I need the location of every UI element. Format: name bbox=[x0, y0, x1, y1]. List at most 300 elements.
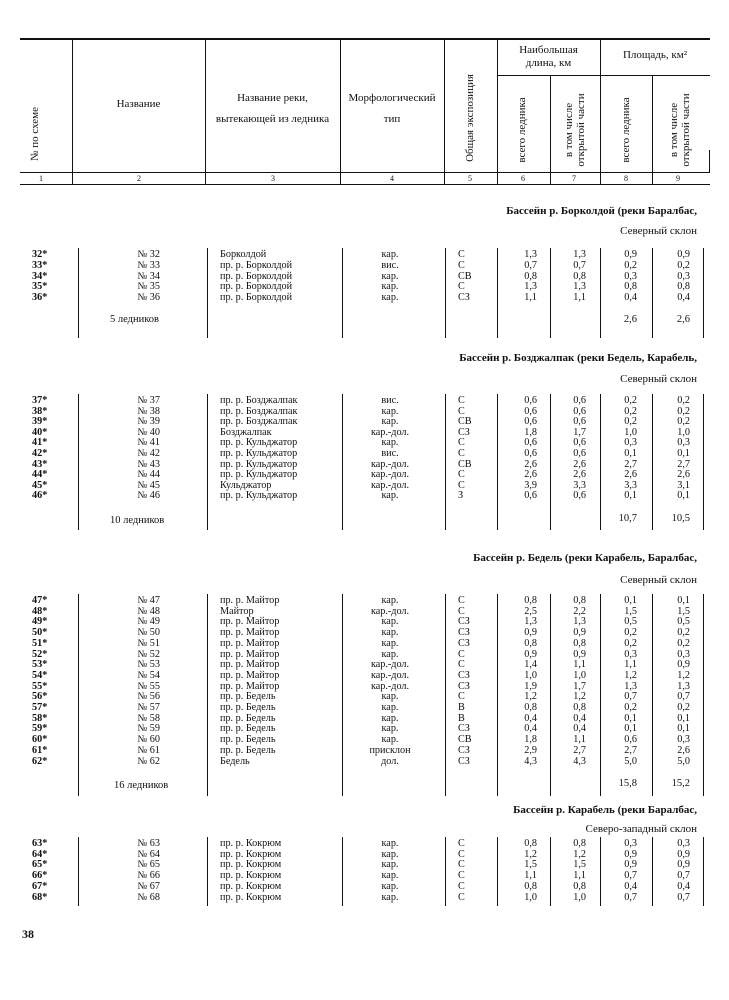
row-scheme-number: 56* bbox=[32, 691, 48, 703]
row-scheme-number: 57* bbox=[32, 702, 48, 713]
row-scheme-number: 61* bbox=[32, 744, 48, 756]
length-total: 2,9 bbox=[524, 744, 537, 756]
table-row bbox=[0, 428, 729, 439]
river-name: Бедель bbox=[220, 755, 250, 767]
exposure: С bbox=[458, 469, 465, 481]
header-divider bbox=[444, 38, 445, 184]
area-open: 0,3 bbox=[677, 734, 690, 746]
length-total: 1,3 bbox=[524, 281, 537, 293]
row-scheme-number: 65* bbox=[32, 859, 48, 871]
length-total: 0,6 bbox=[524, 416, 537, 428]
length-group-header: Наибольшая длина, км bbox=[519, 44, 578, 69]
row-scheme-number: 33* bbox=[32, 259, 48, 271]
exposure: СВ bbox=[458, 734, 472, 746]
section-slope: Северо-западный склон bbox=[585, 823, 697, 835]
column-rule bbox=[342, 248, 343, 338]
area-open: 0,2 bbox=[677, 405, 690, 417]
summary-area-open: 2,6 bbox=[676, 314, 690, 325]
length-total: 0,9 bbox=[524, 648, 537, 660]
glacier-name: № 37 bbox=[137, 395, 160, 406]
area-group-header: Площадь, км² bbox=[622, 49, 687, 61]
length-total: 0,8 bbox=[524, 702, 537, 713]
section-summary-label: 10 ледников bbox=[110, 515, 165, 526]
glacier-name: № 43 bbox=[137, 458, 160, 470]
length-open: 1,0 bbox=[573, 669, 586, 681]
glacier-name: № 68 bbox=[137, 891, 160, 903]
area-total: 3,3 bbox=[624, 479, 637, 491]
table-row bbox=[0, 860, 729, 871]
morph-type: кар. bbox=[381, 405, 399, 417]
morph-type: вис. bbox=[381, 395, 399, 406]
area-total: 1,5 bbox=[624, 605, 637, 617]
col-number: 8 bbox=[624, 174, 628, 183]
area-total: 1,3 bbox=[624, 680, 637, 692]
area-open: 0,7 bbox=[677, 870, 690, 882]
table-row bbox=[0, 407, 729, 418]
morph-type: кар. bbox=[381, 712, 399, 724]
column-rule bbox=[652, 394, 653, 530]
column-rule bbox=[207, 394, 208, 530]
column-rule bbox=[78, 837, 79, 906]
area-total: 1,2 bbox=[624, 669, 637, 681]
area-open: 0,1 bbox=[677, 448, 690, 459]
length-open: 0,6 bbox=[573, 490, 586, 502]
area-total: 0,4 bbox=[624, 292, 637, 304]
river-name: пр. р. Бедель bbox=[220, 712, 276, 724]
area-total: 2,6 bbox=[624, 469, 637, 481]
table-row bbox=[0, 639, 729, 650]
row-scheme-number: 53* bbox=[32, 659, 48, 671]
column-rule bbox=[497, 594, 498, 796]
river-name: пр. р. Кульджатор bbox=[220, 490, 298, 502]
table-row bbox=[0, 850, 729, 861]
glacier-name: № 54 bbox=[137, 669, 160, 681]
exposure: С bbox=[458, 437, 465, 449]
length-total: 1,2 bbox=[524, 848, 537, 860]
glacier-name: № 47 bbox=[137, 595, 160, 606]
col-len-open-header: в том числе открытой части bbox=[563, 93, 587, 167]
morph-type: кар.-дол. bbox=[370, 680, 410, 692]
column-rule bbox=[207, 594, 208, 796]
row-scheme-number: 60* bbox=[32, 734, 48, 746]
table-row bbox=[0, 682, 729, 693]
exposure: С bbox=[458, 838, 465, 849]
area-open: 0,9 bbox=[677, 848, 690, 860]
length-total: 0,9 bbox=[524, 627, 537, 639]
area-open: 2,6 bbox=[677, 744, 690, 756]
river-name: пр. р. Кокрюм bbox=[220, 880, 282, 892]
column-rule bbox=[78, 394, 79, 530]
area-total: 0,7 bbox=[624, 891, 637, 903]
area-total: 0,7 bbox=[624, 691, 637, 703]
area-total: 2,7 bbox=[624, 744, 637, 756]
exposure: С bbox=[458, 395, 465, 406]
morph-type: кар. bbox=[381, 734, 399, 746]
area-total: 5,0 bbox=[624, 755, 637, 767]
morph-type: кар. bbox=[381, 627, 399, 639]
header-divider bbox=[652, 75, 653, 184]
river-name: пр. р. Борколдой bbox=[220, 259, 293, 271]
area-total: 0,1 bbox=[624, 448, 637, 459]
river-name: Борколдой bbox=[220, 249, 267, 260]
exposure: СЗ bbox=[458, 669, 470, 681]
morph-type: кар. bbox=[381, 637, 399, 649]
length-total: 1,4 bbox=[524, 659, 537, 671]
header-divider bbox=[550, 75, 551, 184]
exposure: СЗ bbox=[458, 744, 470, 756]
length-total: 0,8 bbox=[524, 595, 537, 606]
row-scheme-number: 44* bbox=[32, 469, 48, 481]
row-scheme-number: 50* bbox=[32, 627, 48, 639]
morph-type: кар. bbox=[381, 891, 399, 903]
column-rule bbox=[497, 248, 498, 338]
section-summary-label: 16 ледников bbox=[114, 780, 169, 791]
morph-type: кар.-дол. bbox=[370, 669, 410, 681]
river-name: пр. р. Майтор bbox=[220, 648, 280, 660]
group-underline-area bbox=[600, 75, 710, 76]
length-total: 0,8 bbox=[524, 838, 537, 849]
glacier-name: № 52 bbox=[137, 648, 160, 660]
river-name: пр. р. Бозджалпак bbox=[220, 405, 298, 417]
morph-type: кар. bbox=[381, 723, 399, 735]
col-number: 1 bbox=[39, 174, 43, 183]
length-open: 0,7 bbox=[573, 259, 586, 271]
glacier-name: № 58 bbox=[137, 712, 160, 724]
length-open: 0,9 bbox=[573, 648, 586, 660]
column-rule bbox=[600, 248, 601, 338]
area-open: 0,3 bbox=[677, 648, 690, 660]
length-open: 0,4 bbox=[573, 723, 586, 735]
exposure: С bbox=[458, 479, 465, 491]
row-scheme-number: 43* bbox=[32, 458, 48, 470]
row-scheme-number: 36* bbox=[32, 292, 48, 304]
river-name: пр. р. Бедель bbox=[220, 744, 276, 756]
length-total: 1,8 bbox=[524, 734, 537, 746]
length-open: 4,3 bbox=[573, 755, 586, 767]
glacier-name: № 44 bbox=[137, 469, 160, 481]
column-rule bbox=[78, 594, 79, 796]
row-scheme-number: 40* bbox=[32, 426, 48, 438]
river-name: пр. р. Майтор bbox=[220, 680, 280, 692]
table-row bbox=[0, 293, 729, 304]
exposure: СЗ bbox=[458, 680, 470, 692]
table-row bbox=[0, 628, 729, 639]
exposure: С bbox=[458, 281, 465, 293]
column-rule bbox=[550, 248, 551, 338]
exposure: СВ bbox=[458, 458, 472, 470]
length-open: 1,2 bbox=[573, 848, 586, 860]
col-number: 9 bbox=[676, 174, 680, 183]
column-rule bbox=[550, 594, 551, 796]
river-name: пр. р. Майтор bbox=[220, 659, 280, 671]
river-name: пр. р. Борколдой bbox=[220, 281, 293, 293]
morph-type: кар. bbox=[381, 281, 399, 293]
area-total: 0,9 bbox=[624, 848, 637, 860]
column-rule bbox=[652, 594, 653, 796]
length-total: 0,8 bbox=[524, 270, 537, 282]
exposure: С bbox=[458, 405, 465, 417]
river-name: Майтор bbox=[220, 605, 254, 617]
morph-type: кар.-дол. bbox=[370, 659, 410, 671]
length-total: 1,3 bbox=[524, 616, 537, 628]
column-rule bbox=[703, 837, 704, 906]
length-total: 0,6 bbox=[524, 490, 537, 502]
table-row bbox=[0, 607, 729, 618]
exposure: С bbox=[458, 448, 465, 459]
column-rule bbox=[600, 837, 601, 906]
table-row bbox=[0, 757, 729, 768]
area-total: 0,2 bbox=[624, 627, 637, 639]
morph-type: кар. bbox=[381, 880, 399, 892]
river-name: пр. р. Кокрюм bbox=[220, 838, 282, 849]
table-row bbox=[0, 660, 729, 671]
row-scheme-number: 46* bbox=[32, 490, 48, 502]
column-rule bbox=[445, 837, 446, 906]
morph-type: кар. bbox=[381, 648, 399, 660]
summary-area-total: 15,8 bbox=[618, 778, 637, 789]
length-open: 1,1 bbox=[573, 292, 586, 304]
morph-type: дол. bbox=[381, 755, 399, 767]
col-number: 5 bbox=[468, 174, 472, 183]
glacier-name: № 60 bbox=[137, 734, 160, 746]
row-scheme-number: 37* bbox=[32, 395, 48, 406]
exposure: С bbox=[458, 891, 465, 903]
area-total: 0,4 bbox=[624, 880, 637, 892]
area-open: 0,1 bbox=[677, 490, 690, 502]
area-open: 0,9 bbox=[677, 859, 690, 871]
area-open: 0,9 bbox=[677, 249, 690, 260]
length-open: 0,6 bbox=[573, 437, 586, 449]
glacier-name: № 56 bbox=[137, 691, 160, 703]
area-open: 2,7 bbox=[677, 458, 690, 470]
group-underline-length bbox=[497, 75, 600, 76]
glacier-name: № 67 bbox=[137, 880, 160, 892]
morph-type: кар. bbox=[381, 859, 399, 871]
area-open: 0,8 bbox=[677, 281, 690, 293]
table-row bbox=[0, 671, 729, 682]
table-row bbox=[0, 703, 729, 714]
row-scheme-number: 64* bbox=[32, 848, 48, 860]
exposure: С bbox=[458, 648, 465, 660]
length-open: 0,8 bbox=[573, 270, 586, 282]
area-total: 0,5 bbox=[624, 616, 637, 628]
exposure: В bbox=[458, 702, 465, 713]
section-slope: Северный склон bbox=[620, 574, 697, 586]
area-total: 0,2 bbox=[624, 259, 637, 271]
area-open: 0,2 bbox=[677, 395, 690, 406]
river-name: пр. р. Кульджатор bbox=[220, 469, 298, 481]
col-number: 4 bbox=[390, 174, 394, 183]
area-total: 1,1 bbox=[624, 659, 637, 671]
glacier-name: № 42 bbox=[137, 448, 160, 459]
area-total: 0,2 bbox=[624, 416, 637, 428]
river-name: пр. р. Майтор bbox=[220, 627, 280, 639]
area-open: 1,5 bbox=[677, 605, 690, 617]
column-rule bbox=[78, 248, 79, 338]
morph-type: кар. bbox=[381, 292, 399, 304]
table-row bbox=[0, 282, 729, 293]
river-name: пр. р. Бозджалпак bbox=[220, 416, 298, 428]
row-scheme-number: 42* bbox=[32, 448, 48, 459]
header-top-rule bbox=[20, 38, 710, 40]
morph-type: кар. bbox=[381, 437, 399, 449]
exposure: СЗ bbox=[458, 616, 470, 628]
glacier-name: № 46 bbox=[137, 490, 160, 502]
exposure: СВ bbox=[458, 270, 472, 282]
summary-area-total: 10,7 bbox=[618, 513, 637, 524]
length-total: 0,4 bbox=[524, 723, 537, 735]
table-row bbox=[0, 893, 729, 904]
exposure: З bbox=[458, 490, 464, 502]
area-open: 0,7 bbox=[677, 691, 690, 703]
area-total: 0,7 bbox=[624, 870, 637, 882]
length-total: 0,8 bbox=[524, 637, 537, 649]
row-scheme-number: 51* bbox=[32, 637, 48, 649]
area-total: 0,3 bbox=[624, 437, 637, 449]
column-rule bbox=[497, 837, 498, 906]
length-total: 2,5 bbox=[524, 605, 537, 617]
area-open: 0,2 bbox=[677, 702, 690, 713]
col-morph-header: Морфологический тип bbox=[348, 92, 436, 125]
morph-type: кар. bbox=[381, 416, 399, 428]
glacier-name: № 35 bbox=[137, 281, 160, 293]
length-open: 1,7 bbox=[573, 426, 586, 438]
section-title: Бассейн р. Бозджалпак (реки Бедель, Карабель, bbox=[459, 352, 697, 364]
area-open: 0,2 bbox=[677, 416, 690, 428]
morph-type: кар. bbox=[381, 595, 399, 606]
area-total: 0,1 bbox=[624, 595, 637, 606]
glacier-name: № 33 bbox=[137, 259, 160, 271]
river-name: пр. р. Бедель bbox=[220, 702, 276, 713]
area-total: 0,3 bbox=[624, 270, 637, 282]
glacier-name: № 36 bbox=[137, 292, 160, 304]
length-total: 0,6 bbox=[524, 437, 537, 449]
glacier-name: № 34 bbox=[137, 270, 160, 282]
length-open: 0,6 bbox=[573, 416, 586, 428]
morph-type: кар. bbox=[381, 838, 399, 849]
river-name: пр. р. Кульджатор bbox=[220, 448, 298, 459]
row-scheme-number: 66* bbox=[32, 870, 48, 882]
column-rule bbox=[600, 594, 601, 796]
length-open: 0,9 bbox=[573, 627, 586, 639]
glacier-name: № 59 bbox=[137, 723, 160, 735]
column-rule bbox=[207, 837, 208, 906]
header-right-mark bbox=[709, 150, 710, 172]
morph-type: кар.-дол. bbox=[370, 458, 410, 470]
length-open: 1,1 bbox=[573, 659, 586, 671]
column-rule bbox=[445, 248, 446, 338]
exposure: С bbox=[458, 691, 465, 703]
length-open: 1,1 bbox=[573, 870, 586, 882]
river-name: пр. р. Борколдой bbox=[220, 270, 293, 282]
col-number: 7 bbox=[572, 174, 576, 183]
river-name: пр. р. Бозджалпак bbox=[220, 395, 298, 406]
column-rule bbox=[600, 394, 601, 530]
morph-type: вис. bbox=[381, 259, 399, 271]
area-open: 0,1 bbox=[677, 712, 690, 724]
area-total: 0,1 bbox=[624, 723, 637, 735]
glacier-name: № 57 bbox=[137, 702, 160, 713]
river-name: пр. р. Майтор bbox=[220, 637, 280, 649]
column-rule bbox=[342, 394, 343, 530]
glacier-name: № 41 bbox=[137, 437, 160, 449]
area-open: 0,4 bbox=[677, 880, 690, 892]
column-rule bbox=[703, 594, 704, 796]
area-total: 0,3 bbox=[624, 838, 637, 849]
column-rule bbox=[342, 594, 343, 796]
length-total: 1,8 bbox=[524, 426, 537, 438]
length-total: 2,6 bbox=[524, 458, 537, 470]
exposure: СЗ bbox=[458, 426, 470, 438]
row-scheme-number: 54* bbox=[32, 669, 48, 681]
morph-type: кар. bbox=[381, 616, 399, 628]
glacier-name: № 45 bbox=[137, 479, 160, 491]
glacier-name: № 62 bbox=[137, 755, 160, 767]
area-open: 3,1 bbox=[677, 479, 690, 491]
exposure: С bbox=[458, 848, 465, 860]
table-row bbox=[0, 396, 729, 407]
area-open: 0,1 bbox=[677, 723, 690, 735]
river-name: пр. р. Бедель bbox=[220, 734, 276, 746]
area-open: 0,2 bbox=[677, 259, 690, 271]
col-name-header: Название bbox=[116, 98, 161, 110]
length-open: 2,7 bbox=[573, 744, 586, 756]
river-name: пр. р. Майтор bbox=[220, 616, 280, 628]
table-row bbox=[0, 272, 729, 283]
area-open: 1,2 bbox=[677, 669, 690, 681]
column-rule bbox=[342, 837, 343, 906]
river-name: пр. р. Кокрюм bbox=[220, 870, 282, 882]
morph-type: кар. bbox=[381, 270, 399, 282]
summary-area-open: 10,5 bbox=[671, 513, 690, 524]
glacier-name: № 65 bbox=[137, 859, 160, 871]
exposure: СЗ bbox=[458, 627, 470, 639]
length-open: 1,5 bbox=[573, 859, 586, 871]
summary-area-total: 2,6 bbox=[623, 314, 637, 325]
area-open: 0,7 bbox=[677, 891, 690, 903]
river-name: Бозджалпак bbox=[220, 426, 272, 438]
table-row bbox=[0, 417, 729, 428]
section-title: Бассейн р. Карабель (реки Баралбас, bbox=[513, 804, 697, 816]
morph-type: кар. bbox=[381, 870, 399, 882]
glacier-name: № 50 bbox=[137, 627, 160, 639]
length-open: 0,6 bbox=[573, 405, 586, 417]
morph-type: вис. bbox=[381, 448, 399, 459]
length-total: 0,8 bbox=[524, 880, 537, 892]
row-scheme-number: 32* bbox=[32, 249, 48, 260]
river-name: пр. р. Майтор bbox=[220, 669, 280, 681]
glacier-name: № 40 bbox=[137, 426, 160, 438]
length-open: 0,8 bbox=[573, 637, 586, 649]
exposure: С bbox=[458, 880, 465, 892]
glacier-name: № 53 bbox=[137, 659, 160, 671]
col-area-open-header: в том числе открытой части bbox=[668, 93, 692, 167]
river-name: пр. р. Кокрюм bbox=[220, 891, 282, 903]
column-rule bbox=[550, 394, 551, 530]
area-total: 0,9 bbox=[624, 859, 637, 871]
exposure: С bbox=[458, 659, 465, 671]
row-scheme-number: 39* bbox=[32, 416, 48, 428]
row-scheme-number: 41* bbox=[32, 437, 48, 449]
row-scheme-number: 47* bbox=[32, 595, 48, 606]
column-rule bbox=[497, 394, 498, 530]
morph-type: присклон bbox=[369, 744, 411, 756]
page-number: 38 bbox=[22, 927, 34, 941]
col-number: 2 bbox=[137, 174, 141, 183]
table-row bbox=[0, 650, 729, 661]
row-scheme-number: 35* bbox=[32, 281, 48, 293]
area-open: 0,4 bbox=[677, 292, 690, 304]
